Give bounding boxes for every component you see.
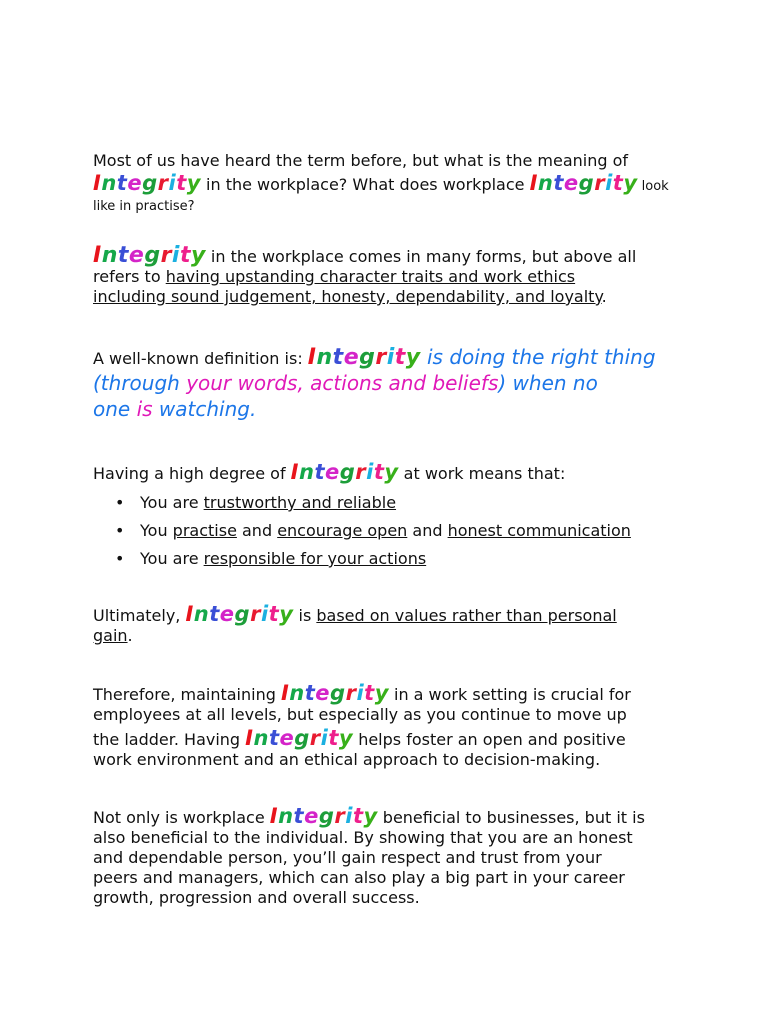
integrity-word: Integrity bbox=[245, 726, 354, 750]
integrity-word: Integrity bbox=[93, 171, 201, 195]
paragraph-benefits: Not only is workplace Integrity beneficial to businesses, but it is also beneficial to the individual. By showing that you are an honest and dependable person, you’ll gain respect and trust from your peers and managers, which can also play a big part in your career growth, progression and overall success. bbox=[93, 804, 645, 907]
integrity-word: Integrity bbox=[269, 804, 378, 828]
list-item: • You are responsible for your actions bbox=[115, 549, 427, 568]
integrity-word: Integrity bbox=[290, 460, 399, 484]
paragraph-meaning: Most of us have heard the term before, but what is the meaning of Integrity in the workplace? What does workplace Integrity look like in practise? bbox=[93, 151, 675, 217]
text-line: Most of us have heard the term before, but what is the meaning of bbox=[93, 151, 629, 170]
integrity-word: Integrity bbox=[529, 171, 638, 195]
bullet-icon: • bbox=[115, 493, 125, 512]
bullet-list bbox=[93, 493, 693, 577]
paragraph-therefore: Therefore, maintaining Integrity in a work setting is crucial for employees at all levels, but especially as you continue to move up the ladder. Having Integrity helps foster an open and positive work environment and an ethical approach to decision-making. bbox=[93, 681, 631, 769]
integrity-word: Integrity bbox=[185, 602, 294, 626]
paragraph-definition: A well-known definition is: Integrity is doing the right thing (through your words, actions and beliefs) when no one is watching. bbox=[93, 345, 656, 421]
list-item: • You practise and encourage open and honest communication bbox=[115, 521, 631, 540]
integrity-word: Integrity bbox=[307, 345, 421, 370]
paragraph-high-degree: Having a high degree of Integrity at work means that: bbox=[93, 460, 566, 484]
list-item: • You are trustworthy and reliable bbox=[115, 493, 397, 512]
paragraph-ultimately: Ultimately, Integrity is based on values rather than personal gain. bbox=[93, 602, 617, 645]
bullet-icon: • bbox=[115, 549, 125, 568]
integrity-word: Integrity bbox=[93, 243, 206, 268]
bullet-icon: • bbox=[115, 521, 125, 540]
integrity-word: Integrity bbox=[280, 681, 389, 705]
paragraph-forms: Integrity in the workplace comes in many forms, but above all refers to having upstanding character traits and work ethics including sound judgement, honesty, dependability, and loyalty. bbox=[93, 243, 637, 306]
